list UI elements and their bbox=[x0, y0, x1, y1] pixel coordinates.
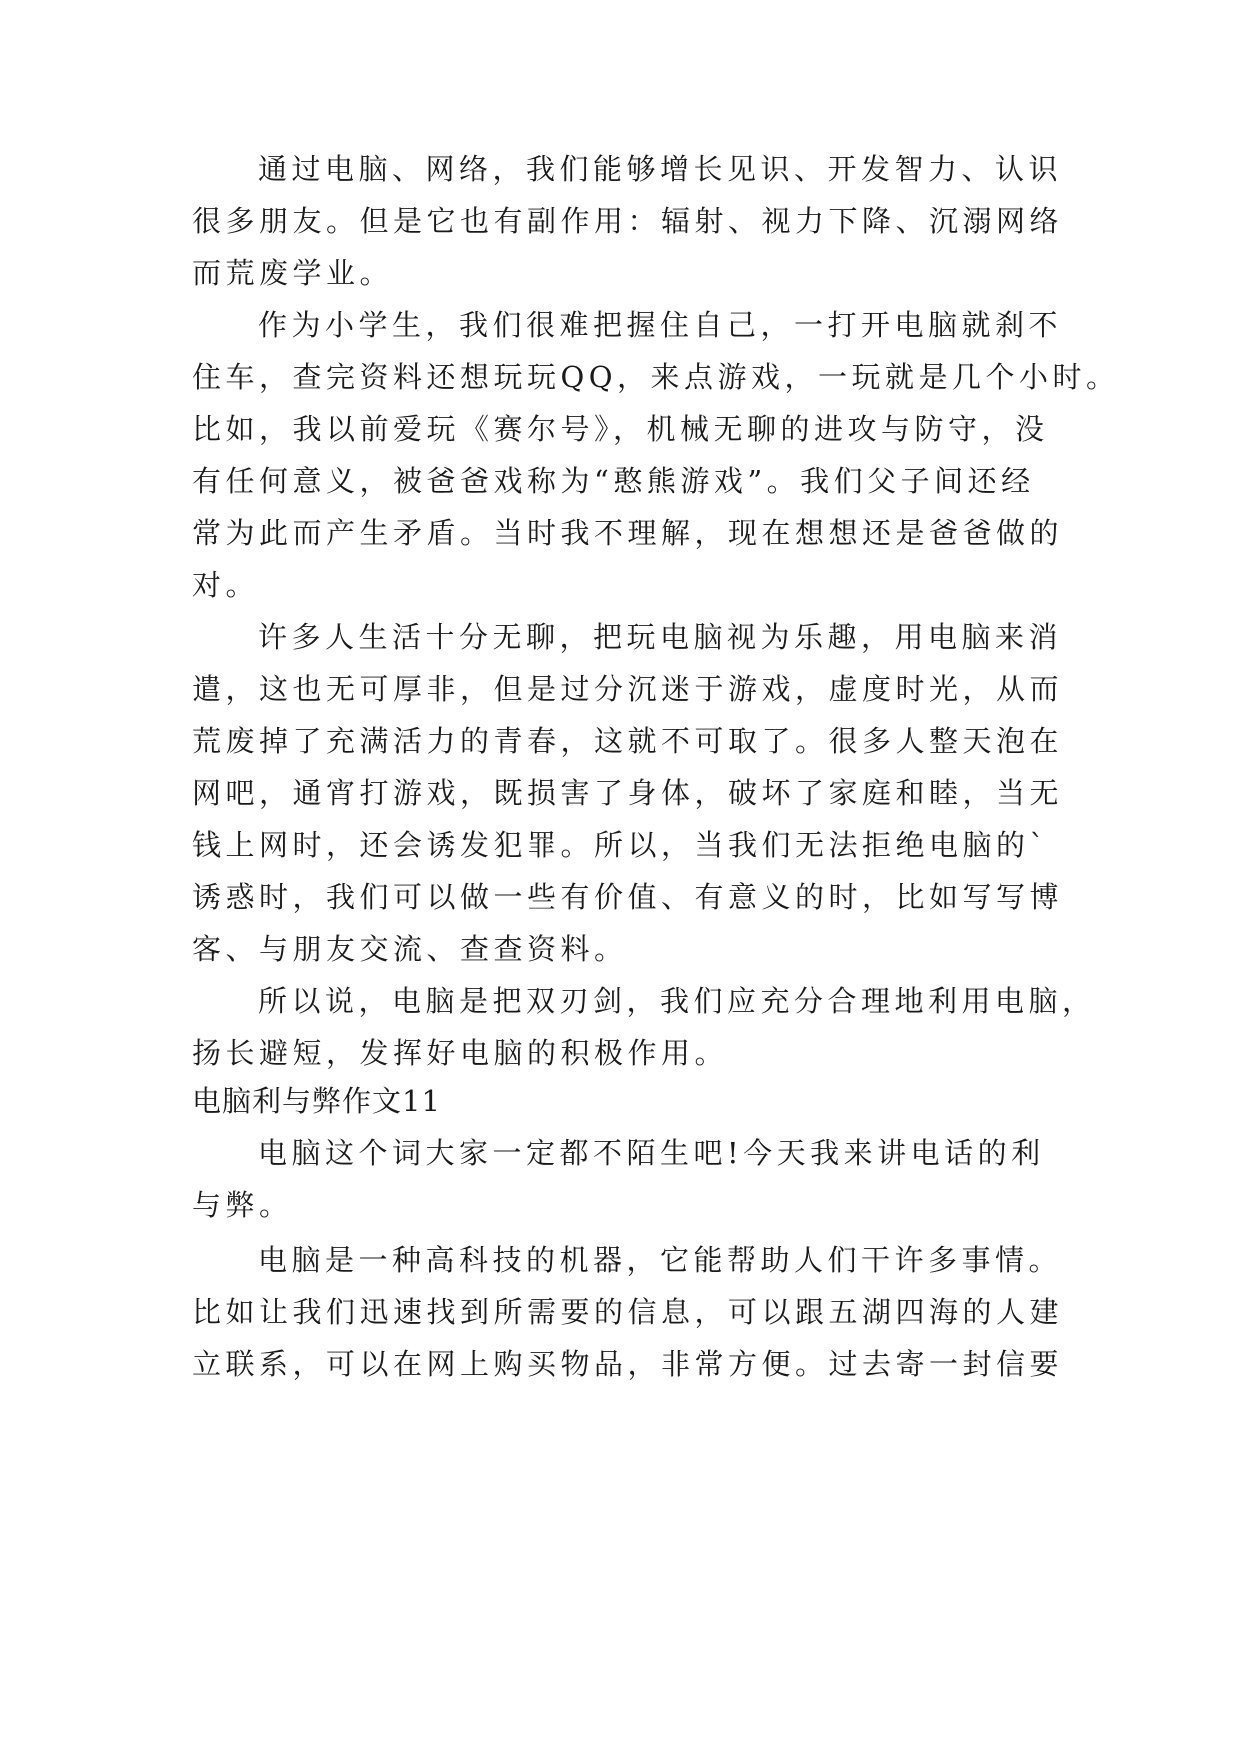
paragraph-5-line-2: 与弊。 bbox=[192, 1188, 293, 1222]
paragraph-3-line-6: 诱惑时，我们可以做一些有价值、有意义的时，比如写写博 bbox=[192, 880, 1064, 914]
paragraph-3-line-3: 荒废掉了充满活力的青春，这就不可取了。很多人整天泡在 bbox=[192, 724, 1064, 758]
paragraph-2-line-1: 作为小学生，我们很难把握住自己，一打开电脑就刹不 bbox=[258, 308, 1063, 342]
paragraph-1-line-3: 而荒废学业。 bbox=[192, 256, 394, 290]
paragraph-1-line-2: 很多朋友。但是它也有副作用：辐射、视力下降、沉溺网络 bbox=[192, 204, 1064, 238]
paragraph-2-line-6: 对。 bbox=[192, 568, 260, 602]
paragraph-2-line-5: 常为此而产生矛盾。当时我不理解，现在想想还是爸爸做的 bbox=[192, 516, 1064, 550]
paragraph-2-line-3: 比如，我以前爱玩《赛尔号》，机械无聊的进攻与防守，没 bbox=[192, 412, 1049, 446]
paragraph-3-line-7: 客、与朋友交流、查查资料。 bbox=[192, 932, 628, 966]
paragraph-3-line-4: 网吧，通宵打游戏，既损害了身体，破坏了家庭和睦，当无 bbox=[192, 776, 1064, 810]
paragraph-4-line-2: 扬长避短，发挥好电脑的积极作用。 bbox=[192, 1036, 729, 1070]
paragraph-3-line-5: 钱上网时，还会诱发犯罪。所以，当我们无法拒绝电脑的` bbox=[192, 828, 1049, 862]
paragraph-6-line-2: 比如让我们迅速找到所需要的信息，可以跟五湖四海的人建 bbox=[192, 1295, 1064, 1329]
essay-heading: 电脑利与弊作文11 bbox=[192, 1084, 441, 1118]
paragraph-5-line-1: 电脑这个词大家一定都不陌生吧!今天我来讲电话的利 bbox=[258, 1136, 1045, 1170]
paragraph-6-line-1: 电脑是一种高科技的机器，它能帮助人们干许多事情。 bbox=[258, 1243, 1063, 1277]
paragraph-6-line-3: 立联系，可以在网上购买物品，非常方便。过去寄一封信要 bbox=[192, 1347, 1064, 1381]
paragraph-3-line-1: 许多人生活十分无聊，把玩电脑视为乐趣，用电脑来消 bbox=[258, 620, 1063, 654]
paragraph-2-line-2: 住车，查完资料还想玩玩QQ，来点游戏，一玩就是几个小时。 bbox=[192, 360, 1120, 394]
paragraph-1-line-1: 通过电脑、网络，我们能够增长见识、开发智力、认识 bbox=[258, 152, 1063, 186]
paragraph-2-line-4: 有任何意义，被爸爸戏称为“憨熊游戏”。我们父子间还经 bbox=[192, 464, 1035, 498]
paragraph-4-line-1: 所以说，电脑是把双刃剑，我们应充分合理地利用电脑， bbox=[258, 984, 1096, 1018]
paragraph-3-line-2: 遣，这也无可厚非，但是过分沉迷于游戏，虚度时光，从而 bbox=[192, 672, 1064, 706]
